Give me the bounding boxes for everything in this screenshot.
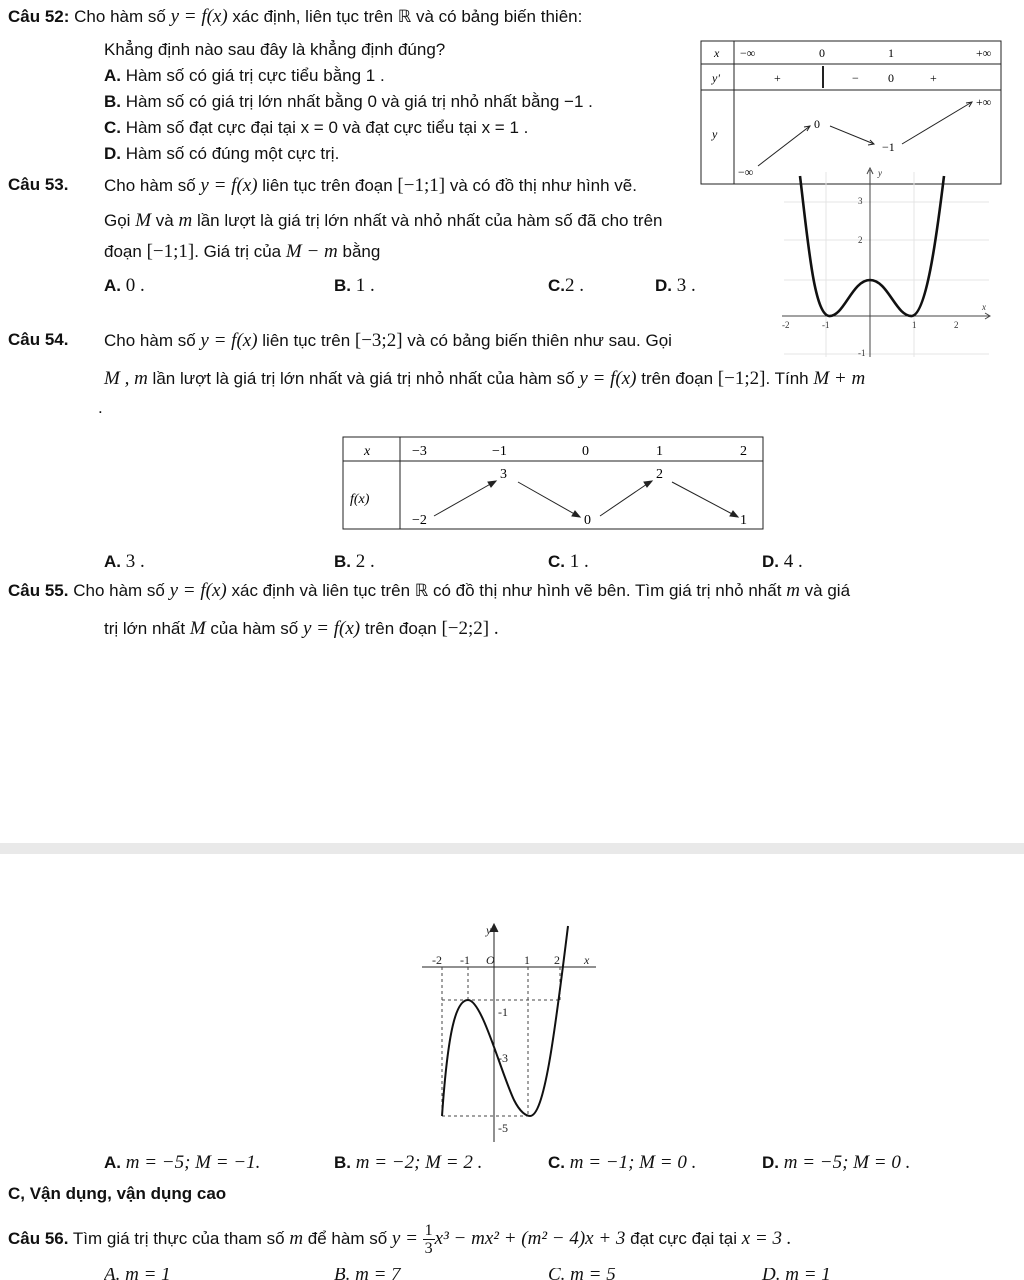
q53-curve	[800, 176, 944, 316]
q55-x-label: x	[584, 953, 590, 967]
q52-x-label: x	[714, 46, 720, 60]
q53-line3: đoạn [−1;1]. Giá trị của M − m bằng	[104, 241, 381, 262]
q53-option-b[interactable]: B. 1 .	[334, 275, 375, 296]
q53-line1	[8, 175, 68, 195]
q53-label: Câu 53.	[8, 175, 69, 194]
q54-option-b[interactable]: B. 2 .	[334, 551, 375, 572]
q56-option-c[interactable]: C. m = 5	[548, 1268, 616, 1280]
q52-y-label: y	[712, 127, 718, 141]
q52-label: Câu 52:	[8, 7, 70, 26]
page-separator	[0, 843, 1024, 854]
q52-yp-sign-2: −	[852, 71, 859, 85]
q52-option-d[interactable]: D. Hàm số có đúng một cực trị.	[104, 144, 340, 163]
section-title: C, Vận dụng, vận dụng cao	[8, 1184, 227, 1203]
q55-origin-label: O	[486, 953, 495, 967]
q55-graph	[420, 920, 600, 1146]
q52-ask: Khẳng định nào sau đây là khẳng định đúng?	[104, 40, 446, 59]
q53-xtick-2: 2	[954, 320, 959, 330]
q53-graph	[774, 162, 994, 362]
q52-x-pos-inf: +∞	[976, 46, 992, 60]
q52-option-c[interactable]: C. Hàm số đạt cực đại tại x = 0 và đạt cực tiểu tại x = 1 .	[104, 118, 529, 137]
q55-ytick-neg3: -3	[498, 1051, 508, 1065]
q53-line1-text: Cho hàm số y = f(x) liên tục trên đoạn [−1;1] và có đồ thị như hình vẽ.	[104, 175, 637, 196]
q52-yp-label: y'	[712, 71, 720, 85]
q54-x-2: 2	[740, 444, 747, 459]
q54-x-1: 1	[656, 444, 663, 459]
q52-stem-a: Cho hàm số	[74, 7, 166, 26]
q52-yp-sign-1: +	[774, 71, 781, 85]
q54-x-label: x	[364, 444, 371, 459]
q54-arrow-up-2	[600, 482, 650, 516]
q53-option-a[interactable]: A. 0 .	[104, 275, 145, 296]
q53-option-d[interactable]: D. 3 .	[655, 275, 696, 296]
q56-option-d[interactable]: D. m = 1	[762, 1268, 831, 1280]
q52-y-min: −1	[882, 140, 895, 154]
q53-xtick-1: 1	[912, 320, 917, 330]
q54-line1	[8, 330, 68, 350]
q54-option-c[interactable]: C. 1 .	[548, 551, 589, 572]
q54-x-neg3: −3	[412, 444, 427, 459]
q55-ytick-neg1: -1	[498, 1005, 508, 1019]
q52-arrow-up-2	[902, 102, 972, 144]
q54-x-0: 0	[582, 444, 589, 459]
q54-f-val-2: 2	[656, 467, 663, 482]
q52-option-b[interactable]: B. Hàm số có giá trị lớn nhất bằng 0 và giá trị nhỏ nhất bằng −1 .	[104, 92, 593, 111]
q53-ytick-neg1: -1	[858, 348, 866, 358]
q55-line2: trị lớn nhất M của hàm số y = f(x) trên đoạn [−2;2] .	[104, 618, 499, 639]
q54-line2: M , m lần lượt là giá trị lớn nhất và giá trị nhỏ nhất của hàm số y = f(x) trên đoạn [−1;2]. Tính M + m	[104, 368, 866, 389]
q54-variation-table	[342, 436, 766, 532]
q55-xtick-1: 1	[524, 953, 530, 967]
q55-option-c[interactable]: C. m = −1; M = 0 .	[548, 1152, 697, 1173]
q54-arrow-up-1	[434, 482, 494, 516]
q55-xtick-neg2: -2	[432, 953, 442, 967]
q52-yp-sign-3: +	[930, 71, 937, 85]
q52-x-neg-inf: −∞	[740, 46, 756, 60]
q54-f-val-1: 1	[740, 513, 747, 528]
q53-option-c[interactable]: C.2 .	[548, 275, 584, 296]
q53-xtick-neg2: -2	[782, 320, 790, 330]
q52-x-1: 1	[888, 46, 894, 60]
q52-line1	[8, 6, 582, 28]
q52-option-a[interactable]: A. Hàm số có giá trị cực tiểu bằng 1 .	[104, 66, 385, 85]
q54-option-d[interactable]: D. 4 .	[762, 551, 803, 572]
q53-x-label: x	[982, 302, 986, 312]
q55-ytick-neg5: -5	[498, 1121, 508, 1135]
q52-stem-b: xác định, liên tục trên ℝ và có bảng biến thiên:	[232, 7, 583, 26]
q54-x-neg1: −1	[492, 444, 507, 459]
q54-f-val-3: 3	[500, 467, 507, 482]
q56-option-a[interactable]: A. m = 1	[104, 1268, 171, 1280]
q55-option-b[interactable]: B. m = −2; M = 2 .	[334, 1152, 483, 1173]
q56-fraction: $\frac{1}{3}$	[424, 1222, 433, 1257]
q54-option-a[interactable]: A. 3 .	[104, 551, 145, 572]
q54-line1-text: Cho hàm số y = f(x) liên tục trên [−3;2] và có bảng biến thiên như sau. Gọi	[104, 330, 672, 351]
q56-line1: Câu 56. Tìm giá trị thực của tham số m để hàm số y = $\frac{1}{3}$ x³ − mx² + (m² − 4)x + 3 đạt cực đại tại x = 3 .	[8, 1222, 792, 1257]
q56-option-b[interactable]: B. m = 7	[334, 1268, 401, 1280]
q56-label: Câu 56.	[8, 1228, 69, 1248]
q54-label: Câu 54.	[8, 330, 69, 349]
q55-y-label: y	[486, 923, 492, 937]
q54-f-val-neg2: −2	[412, 513, 427, 528]
q55-xtick-neg1: -1	[460, 953, 470, 967]
q52-y-neg-inf: −∞	[738, 165, 754, 179]
q54-f-val-0: 0	[584, 513, 591, 528]
q56-cut-options	[104, 1268, 1004, 1280]
q53-line2: Gọi M và m lần lượt là giá trị lớn nhất và nhỏ nhất của hàm số đã cho trên	[104, 210, 663, 231]
q55-line1: Câu 55. Cho hàm số y = f(x) xác định và liên tục trên ℝ có đồ thị như hình vẽ bên. Tìm giá trị nhỏ nhất m và giá	[8, 580, 851, 601]
q55-option-d[interactable]: D. m = −5; M = 0 .	[762, 1152, 911, 1173]
q52-y-max: 0	[814, 117, 820, 131]
q55-xtick-2: 2	[554, 953, 560, 967]
q55-label: Câu 55.	[8, 581, 69, 600]
q52-x-0: 0	[819, 46, 825, 60]
q52-arrow-up-1	[758, 126, 810, 166]
q54-arrow-down-1	[518, 482, 578, 516]
q52-arrow-down	[830, 126, 874, 144]
q53-xtick-neg1: -1	[822, 320, 830, 330]
q55-option-a[interactable]: A. m = −5; M = −1.	[104, 1152, 261, 1173]
q53-ytick-3: 3	[858, 196, 863, 206]
q53-ytick-2: 2	[858, 235, 863, 245]
q54-line3: .	[98, 398, 103, 417]
q52-stem-func: y = f(x)	[170, 6, 228, 27]
q52-yp-zero: 0	[888, 71, 894, 85]
q54-f-label: f(x)	[350, 492, 370, 507]
q53-y-label: y	[878, 168, 882, 178]
q54-arrow-down-2	[672, 482, 736, 516]
q52-y-pos-inf: +∞	[976, 95, 992, 109]
